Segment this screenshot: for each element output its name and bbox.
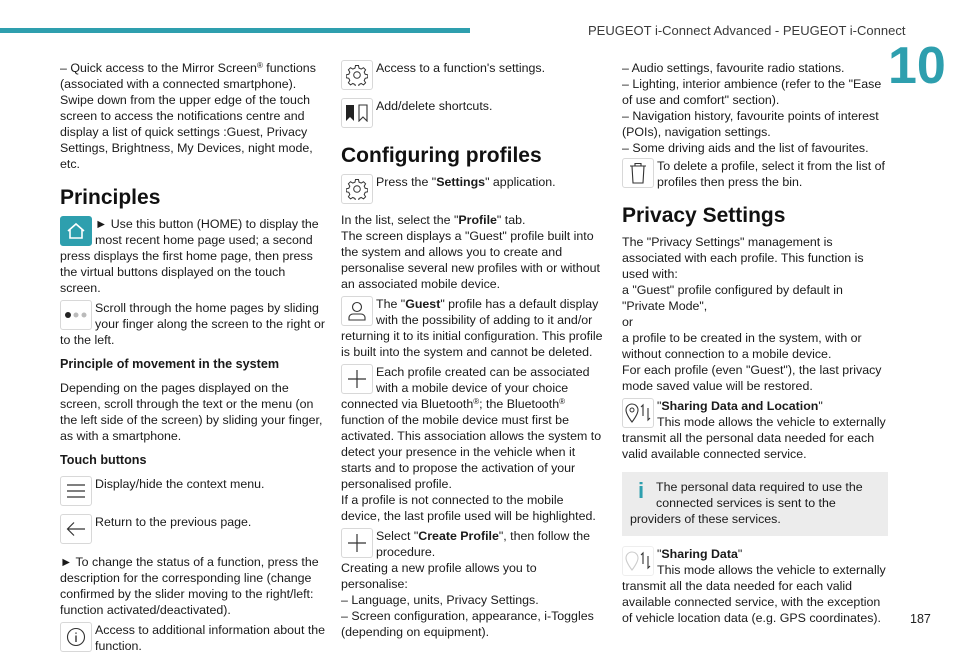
plus-icon (341, 364, 373, 394)
sharing-location-text: "Sharing Data and Location" This mode allows the vehicle to externally transmit all the personal data needed for each valid available connected service. (622, 399, 886, 461)
not-connected-text: If a profile is not connected to the mobile device, the last profile used will be highlighted. (341, 493, 596, 523)
home-icon (60, 216, 92, 246)
principles-heading: Principles (60, 186, 161, 209)
movement-text: Depending on the pages displayed on the screen, scroll through the text or the menu (on the left side of the screen) by sliding your finger, as with a smartphone. (60, 381, 323, 443)
shortcut-row (341, 98, 605, 130)
menu-row (60, 476, 328, 508)
info-text: Access to additional information about the function. (95, 623, 326, 653)
press-settings-text: Press the "Settings" application. (376, 175, 556, 189)
create-profile-text: Select "Create Profile", then follow the procedure. (376, 529, 591, 559)
privacy-line: a "Guest" profile configured by default in "Private Mode", (622, 283, 843, 313)
column-2 (341, 60, 605, 640)
guest-text: The "Guest" profile has a default display with the possibility of adding to it and/or returning it to its initial configuration. This profile is built into the system and cannot be deleted. (341, 297, 603, 359)
page-number: 187 (910, 612, 931, 626)
sharing-data-row (622, 546, 888, 626)
menu-icon (60, 476, 92, 506)
movement-heading: Principle of movement in the system (60, 357, 280, 371)
list-item: – Some driving aids and the list of favourites. (622, 141, 869, 155)
home-text: ► Use this button (HOME) to display the most recent home page used; a second press displays the first home page, then press the virtual buttons displayed on the touch screen. (60, 217, 319, 295)
info-row (60, 622, 328, 654)
privacy-settings-heading: Privacy Settings (622, 204, 786, 227)
data-share-icon (622, 546, 654, 576)
back-text: Return to the previous page. (95, 515, 252, 529)
press-settings-row (341, 174, 605, 206)
settings-text: Access to a function's settings. (376, 61, 546, 75)
quick-access-text: – Quick access to the Mirror Screen® functions (associated with a connected smartphone). (60, 61, 316, 91)
notifications-text: Swipe down from the upper edge of the touch screen to access the notifications centre and display a list of quick settings :Guest, Privacy Settings, Brightness, My Devices, night mode, etc. (60, 93, 313, 171)
plus-icon (341, 528, 373, 558)
delete-text: To delete a profile, select it from the list of profiles then press the bin. (657, 159, 885, 189)
privacy-line: a profile to be created in the system, with or without connection to a mobile device. (622, 331, 862, 361)
column-1 (60, 60, 328, 654)
sharing-data-text: "Sharing Data" This mode allows the vehicle to externally transmit all the data needed for each valid available connected service, with the exception of vehicle location data (e.g. GPS coordinates). (622, 547, 886, 625)
personalise-item: – Language, units, Privacy Settings. (341, 593, 539, 607)
guest-screen-text: The screen displays a "Guest" profile built into the system and allows you to create and personalise several new profiles with or without an associated mobile device. (341, 229, 600, 291)
list-item: – Lighting, interior ambience (refer to the "Ease of use and comfort" section). (622, 77, 882, 107)
delete-row (622, 158, 888, 190)
back-arrow-icon (60, 514, 92, 544)
privacy-line: or (622, 315, 634, 329)
profile-tab-text: In the list, select the "Profile" tab. (341, 213, 526, 227)
page-dots-icon (60, 300, 92, 330)
user-icon (341, 296, 373, 326)
gear-icon (341, 174, 373, 204)
location-share-icon (622, 398, 654, 428)
header-accent-bar (0, 28, 470, 33)
personalise-item: – Screen configuration, appearance, i-Toggles (depending on equipment). (341, 609, 594, 639)
associate-text: Each profile created can be associated with a mobile device of your choice connected via Bluetooth®; the Bluetooth® function of the mobile device must first be activated. This association allows the system to detect your presence in the vehicle when it starts and to propose the activation of your personalised profile. (341, 365, 602, 491)
list-item: – Navigation history, favourite points of interest (POIs), navigation settings. (622, 109, 879, 139)
configuring-profiles-heading: Configuring profiles (341, 144, 542, 167)
list-item: – Audio settings, favourite radio stations. (622, 61, 845, 75)
gear-icon (341, 60, 373, 90)
chapter-number: 10 (888, 37, 946, 95)
bin-icon (622, 158, 654, 188)
running-header: PEUGEOT i-Connect Advanced - PEUGEOT i-Connect (588, 23, 906, 38)
privacy-line: For each profile (even "Guest"), the last privacy mode saved value will be restored. (622, 363, 882, 393)
info-note-text: The personal data required to use the connected services is sent to the providers of these services. (630, 480, 863, 526)
info-note-icon: i (637, 478, 645, 503)
status-text: ► To change the status of a function, press the description for the corresponding line (change confirmed by the slider moving to the right/left: function activated/deactivated). (60, 555, 319, 617)
back-row (60, 514, 328, 546)
privacy-intro: The "Privacy Settings" management is associated with each profile. This function is used with: (622, 235, 864, 281)
personalise-text: Creating a new profile allows you to personalise: (341, 561, 537, 591)
scroll-text: Scroll through the home pages by sliding your finger along the screen to the right or to the left. (60, 301, 326, 347)
info-icon (60, 622, 92, 652)
bookmark-icon (341, 98, 373, 128)
home-row (60, 216, 328, 296)
info-note (622, 472, 888, 536)
touch-buttons-heading: Touch buttons (60, 453, 147, 467)
sharing-location-row (622, 398, 888, 462)
guest-row (341, 296, 605, 360)
associate-row (341, 364, 605, 492)
scroll-row (60, 300, 328, 348)
menu-text: Display/hide the context menu. (95, 477, 265, 491)
shortcut-text: Add/delete shortcuts. (376, 99, 493, 113)
create-profile-row (341, 528, 605, 560)
settings-row (341, 60, 605, 92)
column-3 (622, 60, 888, 626)
